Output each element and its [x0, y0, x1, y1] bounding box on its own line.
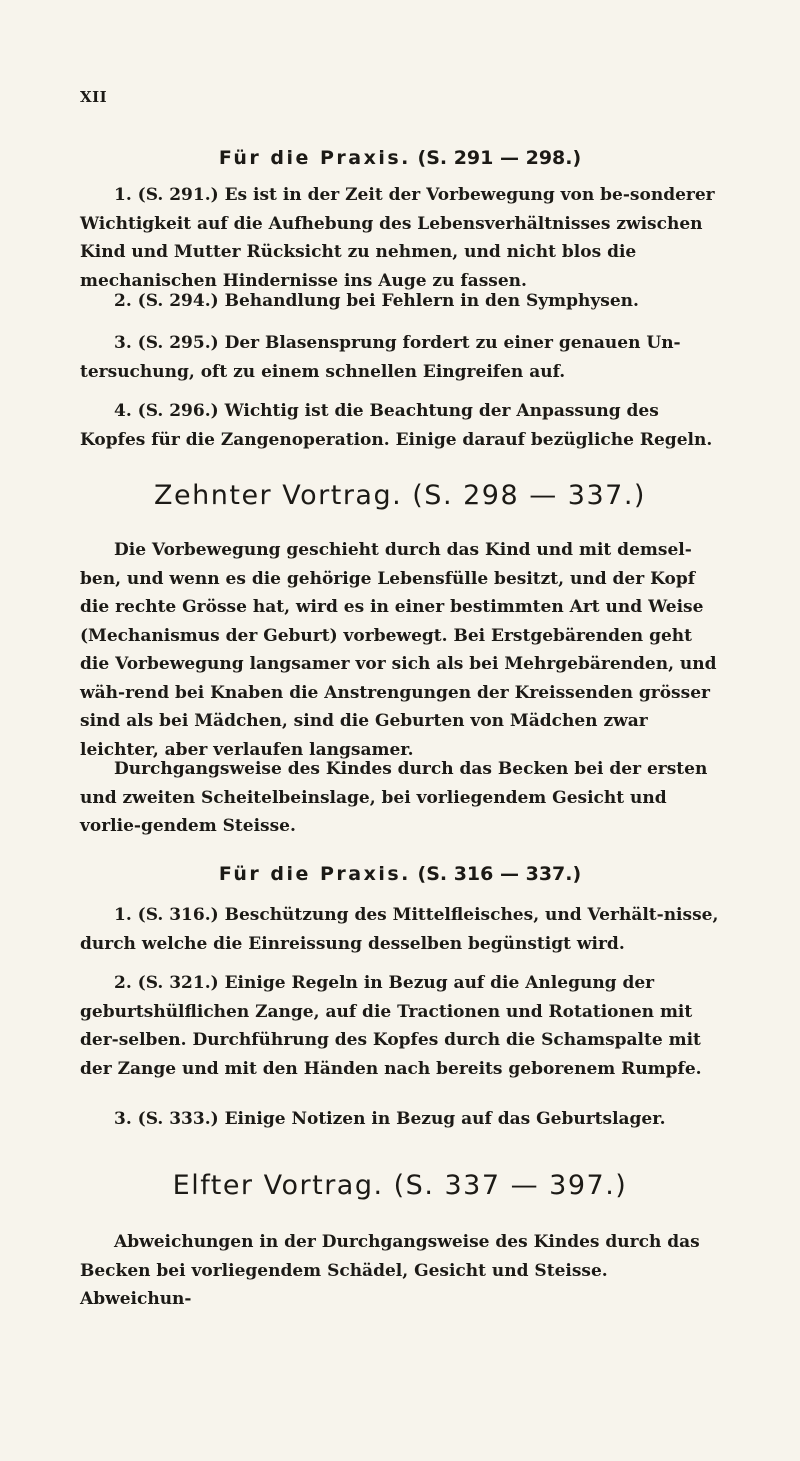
praxis-heading-label: Für die Praxis. [218, 863, 411, 885]
praxis1-item-1: 1. (S. 291.) Es ist in der Zeit der Vorbewegung von be-sonderer Wichtigkeit auf die Aufhebung des Lebensverhältnisses zwischen Kind und Mutter Rücksicht zu nehmen, und nicht blos die mechanischen Hindernisse ins Auge zu fassen. [80, 185, 715, 291]
praxis-heading-1 [0, 147, 800, 169]
praxis-heading-range: (S. 291 — 298.) [417, 147, 582, 169]
praxis2-item-1: 1. (S. 316.) Beschützung des Mittelfleisches, und Verhält-nisse, durch welche die Einreissung desselben begünstigt wird. [80, 905, 719, 954]
lecture10-paragraph-2: Durchgangsweise des Kindes durch das Becken bei der ersten und zweiten Scheitelbeinslage, bei vorliegendem Gesicht und vorlie-gendem Steisse. [80, 759, 708, 836]
lecture11-heading: Elfter Vortrag. (S. 337 — 397.) [172, 1170, 628, 1201]
praxis-heading-range: (S. 316 — 337.) [417, 863, 582, 885]
lecture11-paragraph-1: Abweichungen in der Durchgangsweise des Kindes durch das Becken bei vorliegendem Schädel, Gesicht und Steisse. Abweichun- [80, 1232, 700, 1309]
praxis-heading-2 [0, 863, 800, 885]
praxis1-item-2: 2. (S. 294.) Behandlung bei Fehlern in den Symphysen. [114, 291, 639, 311]
lecture10-paragraph-1: Die Vorbewegung geschieht durch das Kind und mit demsel-ben, und wenn es die gehörige Lebensfülle besitzt, und der Kopf die rechte Grösse hat, wird es in einer bestimmten Art und Weise (Mechanismus der Geburt) vorbewegt. Bei Erstgebärenden geht die Vorbewegung langsamer vor sich als bei Mehrgebärenden, und wäh-rend bei Knaben die Anstrengungen der Kreissenden grösser sind als bei Mädchen, sind die Geburten von Mädchen zwar leichter, aber verlaufen langsamer. [80, 540, 717, 760]
praxis2-item-3: 3. (S. 333.) Einige Notizen in Bezug auf das Geburtslager. [114, 1109, 666, 1129]
praxis2-item-2: 2. (S. 321.) Einige Regeln in Bezug auf die Anlegung der geburtshülflichen Zange, auf die Tractionen und Rotationen mit der-selben. Durchführung des Kopfes durch die Schamspalte mit der Zange und mit den Händen nach bereits geborenem Rumpfe. [80, 973, 702, 1079]
praxis1-item-3: 3. (S. 295.) Der Blasensprung fordert zu einer genauen Un-tersuchung, oft zu einem schnellen Eingreifen auf. [80, 333, 681, 382]
lecture10-heading: Zehnter Vortrag. (S. 298 — 337.) [154, 480, 646, 511]
praxis-heading-label: Für die Praxis. [218, 147, 411, 169]
page-number: XII [80, 88, 108, 106]
praxis1-item-4: 4. (S. 296.) Wichtig ist die Beachtung der Anpassung des Kopfes für die Zangenoperation. Einige darauf bezügliche Regeln. [80, 401, 713, 450]
